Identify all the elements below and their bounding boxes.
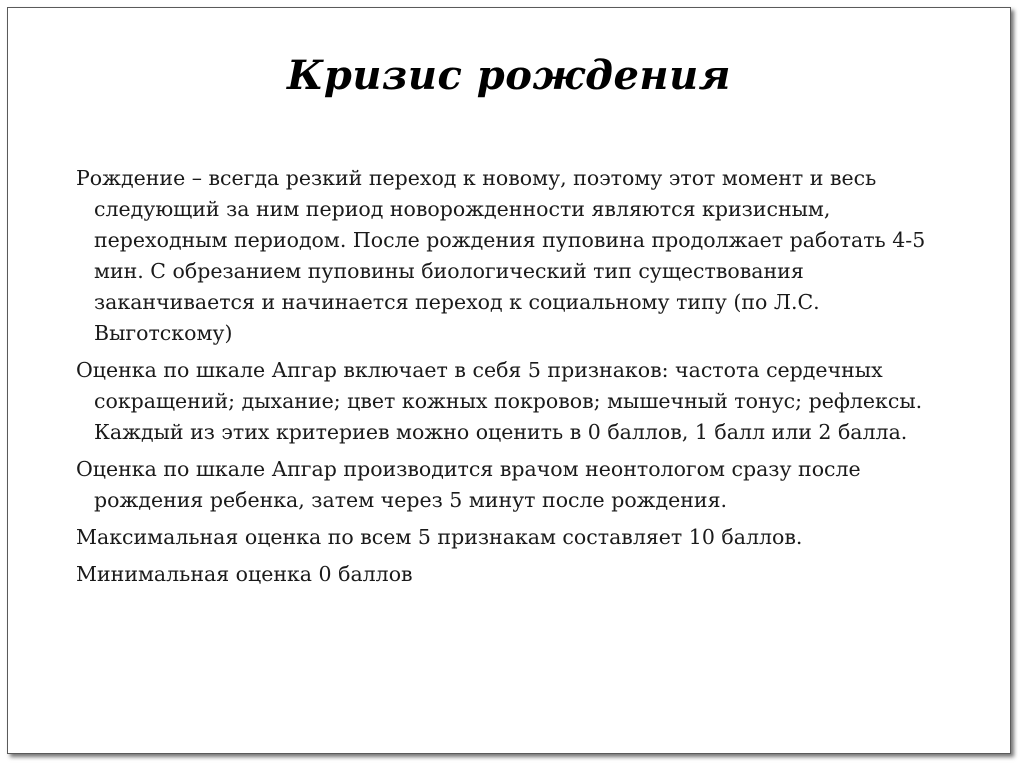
paragraph-apgar-timing: Оценка по шкале Апгар производится врачом неонтологом сразу после рождения ребенка, затем через 5 минут после рождения. xyxy=(76,457,861,512)
slide-body xyxy=(76,163,956,596)
paragraph-min-score: Минимальная оценка 0 баллов xyxy=(76,562,413,586)
paragraph-max-score: Максимальная оценка по всем 5 признакам составляет 10 баллов. xyxy=(76,525,803,549)
paragraph-apgar-criteria: Оценка по шкале Апгар включает в себя 5 признаков: частота сердечных сокращений; дыхание; цвет кожных покровов; мышечный тонус; рефлексы. Каждый из этих критериев можно оценить в 0 баллов, 1 балл или 2 балла. xyxy=(76,358,923,444)
paragraph-birth-transition: Рождение – всегда резкий переход к новому, поэтому этот момент и весь следующий за ним период новорожденности являются кризисным, переходным периодом. После рождения пуповина продолжает работать 4-5 мин. С обрезанием пуповины биологический тип существования заканчивается и начинается переход к социальному типу (по Л.С. Выготскому) xyxy=(76,166,926,345)
slide-frame xyxy=(7,7,1011,754)
slide-title: Кризис рождения xyxy=(286,52,732,99)
